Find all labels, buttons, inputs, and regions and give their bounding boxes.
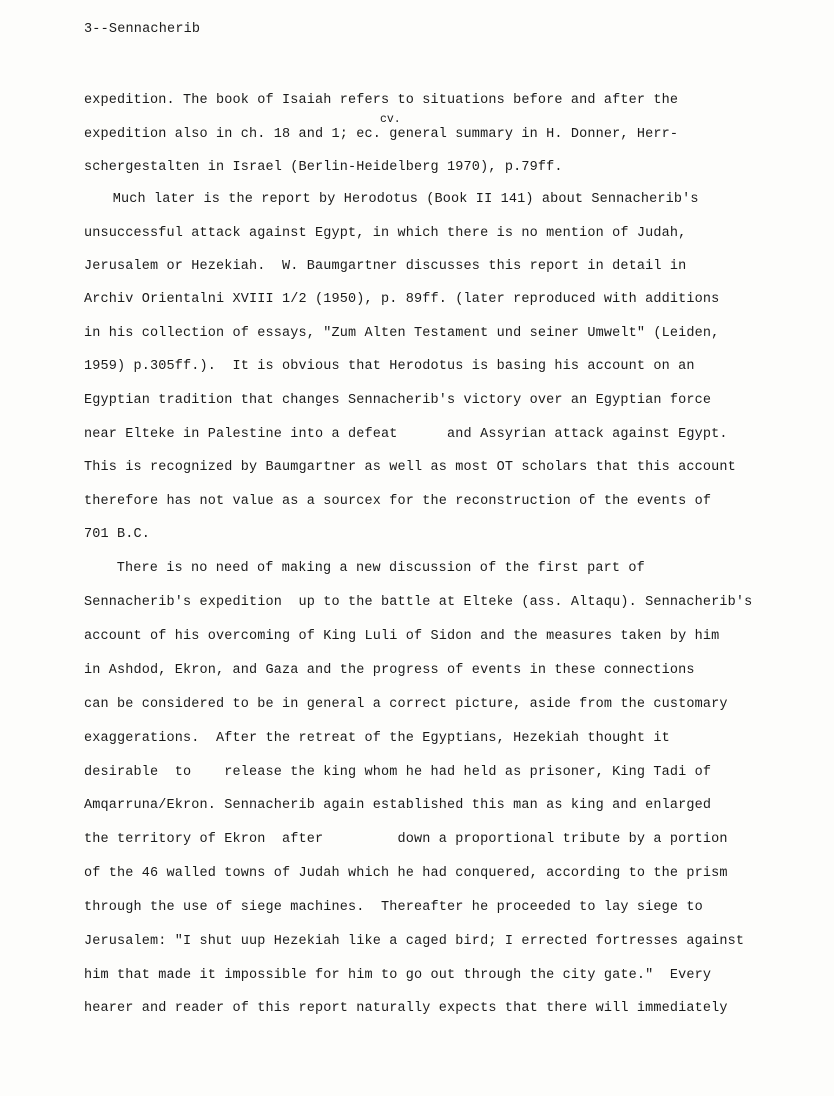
text-line: Jerusalem: "I shut uup Hezekiah like a caged bird; I errected fortresses against: [84, 934, 745, 949]
text-line: unsuccessful attack against Egypt, in which there is no mention of Judah,: [84, 226, 687, 241]
text-line: Egyptian tradition that changes Sennacherib's victory over an Egyptian force: [84, 393, 712, 408]
text-line: him that made it impossible for him to go out through the city gate." Every: [84, 968, 712, 983]
text-line: through the use of siege machines. Thereafter he proceeded to lay siege to: [84, 900, 703, 915]
text-line: Sennacherib's expedition up to the battle at Elteke (ass. Altaqu). Sennacherib's: [84, 595, 753, 610]
text-line: There is no need of making a new discussion of the first part of: [92, 561, 645, 576]
text-line: of the 46 walled towns of Judah which he had conquered, according to the prism: [84, 866, 728, 881]
text-line: schergestalten in Israel (Berlin-Heidelberg 1970), p.79ff.: [84, 160, 563, 175]
text-line: in his collection of essays, "Zum Alten Testament und seiner Umwelt" (Leiden,: [84, 326, 720, 341]
text-line: can be considered to be in general a correct picture, aside from the customary: [84, 697, 728, 712]
text-line: desirable to release the king whom he had held as prisoner, King Tadi of: [84, 765, 712, 780]
text-line: account of his overcoming of King Luli of Sidon and the measures taken by him: [84, 629, 720, 644]
text-line: therefore has not value as a sourcex for the reconstruction of the events of: [84, 494, 712, 509]
interlinear-correction: cv.: [380, 113, 401, 126]
text-line: near Elteke in Palestine into a defeat and Assyrian attack against Egypt.: [84, 427, 728, 442]
text-line: Amqarruna/Ekron. Sennacherib again established this man as king and enlarged: [84, 798, 712, 813]
text-line: Much later is the report by Herodotus (Book II 141) about Sennacherib's: [88, 192, 699, 207]
text-line: the territory of Ekron after down a proportional tribute by a portion: [84, 832, 728, 847]
text-line: exaggerations. After the retreat of the Egyptians, Hezekiah thought it: [84, 731, 670, 746]
running-head: 3--Sennacherib: [84, 22, 201, 37]
text-line: hearer and reader of this report naturally expects that there will immediately: [84, 1001, 728, 1016]
text-line: in Ashdod, Ekron, and Gaza and the progress of events in these connections: [84, 663, 695, 678]
text-line: expedition also in ch. 18 and 1; ec. general summary in H. Donner, Herr-: [84, 127, 679, 142]
text-line: This is recognized by Baumgartner as well as most OT scholars that this account: [84, 460, 736, 475]
text-line: Jerusalem or Hezekiah. W. Baumgartner discusses this report in detail in: [84, 259, 687, 274]
text-line: 1959) p.305ff.). It is obvious that Herodotus is basing his account on an: [84, 359, 695, 374]
text-line: Archiv Orientalni XVIII 1/2 (1950), p. 89ff. (later reproduced with additions: [84, 292, 720, 307]
text-line: expedition. The book of Isaiah refers to situations before and after the: [84, 93, 679, 108]
text-line: 701 B.C.: [84, 527, 151, 542]
